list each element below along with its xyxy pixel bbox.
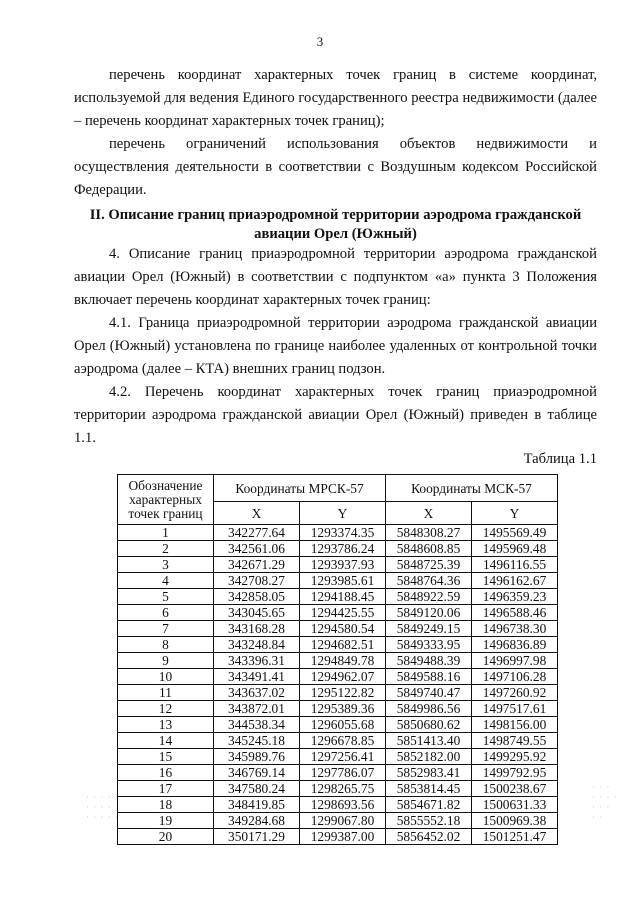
mrsk-x-cell: 345245.18: [214, 733, 300, 749]
point-number-cell: 19: [118, 813, 214, 829]
table-row: [118, 813, 558, 829]
msk-y-cell: 1497106.28: [472, 669, 558, 685]
msk-x-cell: 5852182.00: [386, 749, 472, 765]
msk-y-cell: 1495969.48: [472, 541, 558, 557]
table-header-row: [118, 475, 558, 502]
mrsk-y-cell: 1293374.35: [300, 525, 386, 541]
mrsk-y-cell: 1295389.36: [300, 701, 386, 717]
point-number-cell: 12: [118, 701, 214, 717]
point-number-cell: 7: [118, 621, 214, 637]
mrsk-y-cell: 1297256.41: [300, 749, 386, 765]
msk-y-cell: 1496997.98: [472, 653, 558, 669]
mrsk-y-cell: 1296055.68: [300, 717, 386, 733]
point-number-cell: 2: [118, 541, 214, 557]
point-number-cell: 8: [118, 637, 214, 653]
table-row: [118, 573, 558, 589]
mrsk-x-cell: 343396.31: [214, 653, 300, 669]
table-row: [118, 637, 558, 653]
point-number-cell: 5: [118, 589, 214, 605]
point-number-cell: 4: [118, 573, 214, 589]
point-label-header: Обозначение характерных точек границ: [118, 475, 214, 525]
msk-y-cell: 1495569.49: [472, 525, 558, 541]
msk-x-cell: 5855552.18: [386, 813, 472, 829]
table-caption: Таблица 1.1: [523, 451, 597, 467]
mrsk-y-cell: 1294425.55: [300, 605, 386, 621]
mrsk-y-cell: 1293985.61: [300, 573, 386, 589]
msk-y-cell: 1499792.95: [472, 765, 558, 781]
msk-y-cell: 1496836.89: [472, 637, 558, 653]
table-row: [118, 749, 558, 765]
msk-x-cell: 5849249.15: [386, 621, 472, 637]
mrsk-y-cell: 1299387.00: [300, 829, 386, 845]
table-row: [118, 685, 558, 701]
mrsk-y-cell: 1294962.07: [300, 669, 386, 685]
paragraph-item-4: 4. Описание границ приаэродромной территории аэродрома гражданской авиации Орел (Южный) в соответствии с подпунктом «а» пункта 3 Положения включает перечень координат характерных точек границ:: [74, 246, 597, 308]
mrsk-y-cell: 1299067.80: [300, 813, 386, 829]
msk-x-cell: 5854671.82: [386, 797, 472, 813]
table-row: [118, 733, 558, 749]
coordinates-table: [117, 474, 558, 845]
point-number-cell: 20: [118, 829, 214, 845]
point-number-cell: 6: [118, 605, 214, 621]
mrsk-x-cell: 347580.24: [214, 781, 300, 797]
msk-y-cell: 1496359.23: [472, 589, 558, 605]
point-number-cell: 11: [118, 685, 214, 701]
msk-y-cell: 1497517.61: [472, 701, 558, 717]
table-row: [118, 541, 558, 557]
msk-x-cell: 5848764.36: [386, 573, 472, 589]
msk-x-cell: 5849120.06: [386, 605, 472, 621]
point-number-cell: 14: [118, 733, 214, 749]
msk-y-cell: 1497260.92: [472, 685, 558, 701]
mrsk-x-cell: 348419.85: [214, 797, 300, 813]
msk-x-cell: 5848725.39: [386, 557, 472, 573]
scan-artifact-right: · · · · · · · · · · · ·: [592, 782, 618, 822]
paragraph-coordinates-list: перечень координат характерных точек границ в системе координат, используемой для ведения Единого государственного реестра недвижимости (далее – перечень координат характерных точек границ);: [74, 67, 597, 129]
table-row: [118, 653, 558, 669]
msk-y-cell: 1498749.55: [472, 733, 558, 749]
mrsk-y-cell: 1296678.85: [300, 733, 386, 749]
table-row: [118, 557, 558, 573]
msk-y-cell: 1499295.92: [472, 749, 558, 765]
msk-y-cell: 1500969.38: [472, 813, 558, 829]
point-number-cell: 17: [118, 781, 214, 797]
mrsk-x-cell: 342708.27: [214, 573, 300, 589]
mrsk-x-cell: 343637.02: [214, 685, 300, 701]
mrsk-x-cell: 343168.28: [214, 621, 300, 637]
point-number-cell: 16: [118, 765, 214, 781]
point-number-cell: 13: [118, 717, 214, 733]
mrsk-x-cell: 342277.64: [214, 525, 300, 541]
page-number: 3: [316, 34, 324, 49]
point-number-cell: 10: [118, 669, 214, 685]
col-header-x-mrsk: X: [214, 502, 300, 525]
msk-x-cell: 5851413.40: [386, 733, 472, 749]
point-number-cell: 9: [118, 653, 214, 669]
mrsk-x-cell: 346769.14: [214, 765, 300, 781]
msk-y-cell: 1496116.55: [472, 557, 558, 573]
msk-x-cell: 5853814.45: [386, 781, 472, 797]
point-number-cell: 1: [118, 525, 214, 541]
table-row: [118, 525, 558, 541]
table-row: [118, 765, 558, 781]
point-number-cell: 15: [118, 749, 214, 765]
msk-x-cell: 5848608.85: [386, 541, 472, 557]
col-header-x-msk: X: [386, 502, 472, 525]
mrsk-y-cell: 1293937.93: [300, 557, 386, 573]
table-row: [118, 717, 558, 733]
msk-x-cell: 5852983.41: [386, 765, 472, 781]
mrsk-x-cell: 350171.29: [214, 829, 300, 845]
msk-x-cell: 5848922.59: [386, 589, 472, 605]
msk-y-cell: 1500238.67: [472, 781, 558, 797]
col-header-y-msk: Y: [472, 502, 558, 525]
mrsk-y-cell: 1295122.82: [300, 685, 386, 701]
msk-x-cell: 5848308.27: [386, 525, 472, 541]
table-body: [118, 525, 558, 845]
table-row: [118, 669, 558, 685]
mrsk-y-cell: 1298265.75: [300, 781, 386, 797]
mrsk-x-cell: 342561.06: [214, 541, 300, 557]
point-number-cell: 18: [118, 797, 214, 813]
msk-y-cell: 1496588.46: [472, 605, 558, 621]
paragraph-item-4-2: 4.2. Перечень координат характерных точек границ приаэродромной территории аэродрома гражданской авиации Орел (Южный) приведен в таблице 1.1.: [74, 384, 597, 446]
msk-x-cell: 5849488.39: [386, 653, 472, 669]
mrsk-y-cell: 1298693.56: [300, 797, 386, 813]
msk-x-cell: 5856452.02: [386, 829, 472, 845]
section-heading: II. Описание границ приаэродромной территории аэродрома гражданской авиации Орел (Южный): [89, 207, 582, 242]
table-row: [118, 829, 558, 845]
mrsk-y-cell: 1294849.78: [300, 653, 386, 669]
msk-x-cell: 5850680.62: [386, 717, 472, 733]
table-row: [118, 621, 558, 637]
mrsk-y-cell: 1294188.45: [300, 589, 386, 605]
paragraph-restrictions-list: перечень ограничений использования объектов недвижимости и осуществления деятельности в соответствии с Воздушным кодексом Российской Федерации.: [74, 136, 597, 198]
mrsk-x-cell: 344538.34: [214, 717, 300, 733]
col-header-y-mrsk: Y: [300, 502, 386, 525]
group-header-msk: Координаты МСК-57: [386, 475, 558, 502]
msk-y-cell: 1501251.47: [472, 829, 558, 845]
mrsk-y-cell: 1293786.24: [300, 541, 386, 557]
table-row: [118, 605, 558, 621]
msk-y-cell: 1500631.33: [472, 797, 558, 813]
mrsk-x-cell: 349284.68: [214, 813, 300, 829]
msk-x-cell: 5849588.16: [386, 669, 472, 685]
mrsk-y-cell: 1294682.51: [300, 637, 386, 653]
mrsk-x-cell: 343045.65: [214, 605, 300, 621]
msk-x-cell: 5849333.95: [386, 637, 472, 653]
mrsk-x-cell: 343872.01: [214, 701, 300, 717]
paragraph-item-4-1: 4.1. Граница приаэродромной территории аэродрома гражданской авиации Орел (Южный) установлена по границе наиболее удаленных от контрольной точки аэродрома (далее – КТА) внешних границ подзон.: [74, 315, 597, 377]
point-number-cell: 3: [118, 557, 214, 573]
mrsk-y-cell: 1294580.54: [300, 621, 386, 637]
mrsk-y-cell: 1297786.07: [300, 765, 386, 781]
mrsk-x-cell: 343491.41: [214, 669, 300, 685]
table-row: [118, 701, 558, 717]
msk-y-cell: 1496162.67: [472, 573, 558, 589]
msk-x-cell: 5849740.47: [386, 685, 472, 701]
msk-y-cell: 1496738.30: [472, 621, 558, 637]
msk-x-cell: 5849986.56: [386, 701, 472, 717]
table-row: [118, 781, 558, 797]
table-row: [118, 797, 558, 813]
scan-artifact-left: · · · · · · · · · · · · · ·: [86, 792, 119, 822]
mrsk-x-cell: 345989.76: [214, 749, 300, 765]
table-row: [118, 589, 558, 605]
group-header-mrsk: Координаты МРСК-57: [214, 475, 386, 502]
mrsk-x-cell: 343248.84: [214, 637, 300, 653]
msk-y-cell: 1498156.00: [472, 717, 558, 733]
mrsk-x-cell: 342858.05: [214, 589, 300, 605]
mrsk-x-cell: 342671.29: [214, 557, 300, 573]
